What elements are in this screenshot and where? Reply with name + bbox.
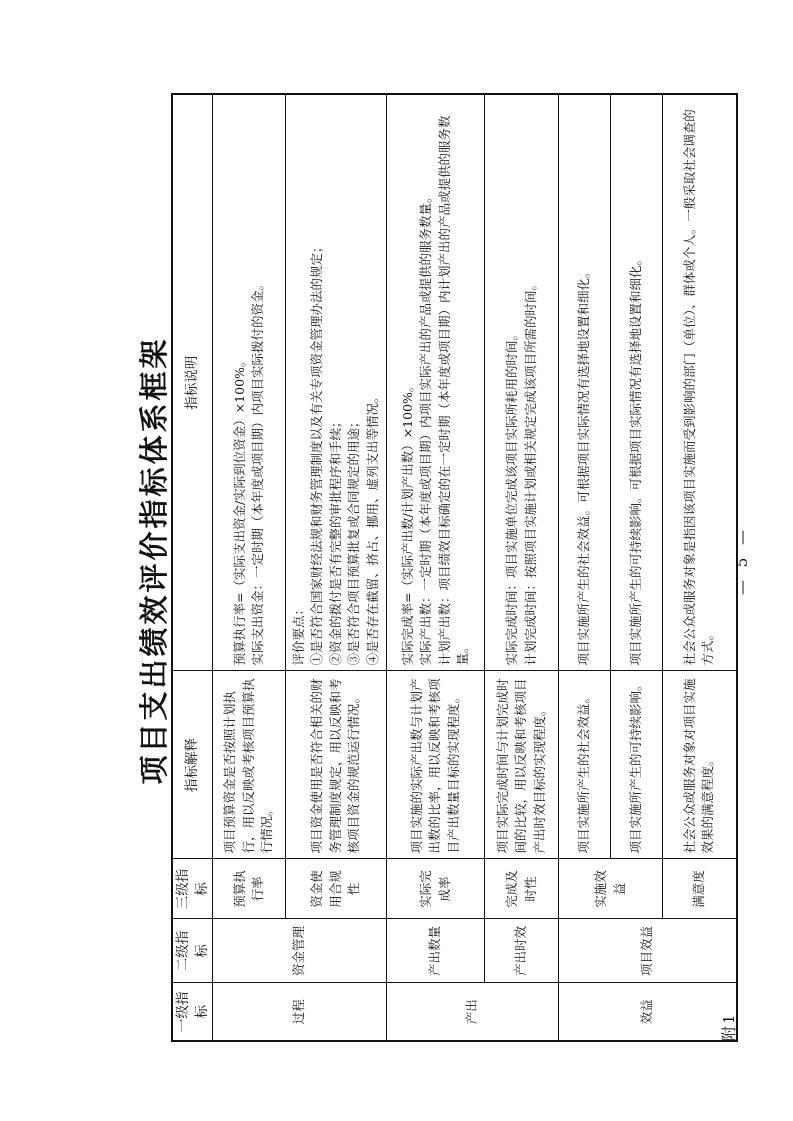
- description-satisfaction: [663, 94, 737, 671]
- description-line: ④是否存在截留、挤占、挪用、虚列支出等情况。: [364, 390, 380, 666]
- description-line: 项目实施所产生的社会效益。可根据项目实际情况有选择地设置和细化。: [576, 265, 592, 666]
- level1-process: 过程: [213, 983, 387, 1041]
- description-line: 预算执行率=（实际支出资金/实际到位资金）×100%。: [231, 354, 247, 666]
- description-sustainable: [611, 94, 663, 671]
- page-number: — 5 —: [733, 525, 751, 596]
- explanation-sustainable: 项目实施所产生的可持续影响。: [611, 671, 663, 859]
- table-row: [213, 94, 286, 1041]
- table-row: [663, 94, 737, 1041]
- description-line: 项目实施所产生的可持续影响。可根据项目实际情况有选择地设置和细化。: [628, 252, 644, 666]
- level2-project-benefit: 项目效益: [559, 919, 737, 983]
- description-line: ③是否符合项目预算批复或合同规定的用途；: [346, 415, 362, 666]
- indicator-table: [171, 93, 738, 1042]
- description-compliance: [286, 94, 387, 671]
- header-level3: 三级指标: [172, 859, 213, 919]
- level2-funds-management: 资金管理: [213, 919, 387, 983]
- description-line: 实际完成率=（实际产出数/计划产出数）×100%。: [399, 379, 415, 666]
- description-timeliness: [485, 94, 559, 671]
- header-level2: 二级指标: [172, 919, 213, 983]
- level2-output-quantity: 产出数量: [387, 919, 485, 983]
- explanation-budget: 项目预算资金是否按照计划执行，用以反映或考核项目预算执行情况。: [213, 671, 286, 859]
- description-completion: [387, 94, 485, 671]
- level3-impl-benefit: 实施效益: [559, 859, 663, 919]
- level3-completion: 实际完成率: [387, 859, 485, 919]
- header-level1: 一级指标: [172, 983, 213, 1041]
- level1-output: 产出: [387, 983, 559, 1041]
- description-line: 计划产出数：项目绩效目标确定的在一定时期（本年度或项目期）内计划产出的产品或提供的服务数量。: [436, 115, 470, 666]
- table-header-row: [172, 94, 213, 1041]
- description-budget: [213, 94, 286, 671]
- description-line: 实际完成时间：项目实施单位完成该项目实际所耗用的时间。: [504, 327, 519, 666]
- explanation-social: 项目实施所产生的社会效益。: [559, 671, 611, 859]
- description-line: 实际支出资金：一定时期（本年度或项目期）内项目实际拨付的资金。: [250, 277, 265, 666]
- description-social: [559, 94, 611, 671]
- description-line: 计划完成时间：按照项目实施计划或相关规定完成该项目所需的时间。: [522, 277, 538, 666]
- explanation-compliance: 项目资金使用是否符合相关的财务管理制度规定，用以反映和考核项目资金的规范运行情况。: [286, 671, 387, 859]
- explanation-satisfaction: 社会公众或服务对象对项目实施效果的满意程度。: [663, 671, 737, 859]
- level3-satisfaction: 满意度: [663, 859, 737, 919]
- level2-output-timeliness: 产出时效: [485, 919, 559, 983]
- description-line: 评价要点：: [290, 602, 306, 666]
- description-line: 社会公众或服务对象是指因该项目实施而受到影响的部门（单位）、群体或个人。一般采取社会调查的方式。: [681, 109, 716, 666]
- description-line: ①是否符合国家财经法规和财务管理制度以及有关专项资金管理办法的规定；: [309, 240, 325, 666]
- table-row: [387, 94, 485, 1041]
- level3-compliance: 资金使用合规性: [286, 859, 387, 919]
- table-row: [286, 94, 387, 1041]
- level3-budget: 预算执行率: [213, 859, 286, 919]
- description-line: ②资金的拨付是否有完整的审批程序和手续；: [327, 415, 343, 666]
- table-row: [559, 94, 611, 1041]
- header-explanation: 指标解释: [172, 671, 213, 859]
- attachment-label: 附1: [720, 1012, 738, 1041]
- explanation-completion: 项目实施的实际产出数与计划产出数的比率，用以反映和考核项目产出数量目标的实现程度。: [387, 671, 485, 859]
- explanation-timeliness: 项目实际完成时间与计划完成时间的比较，用以反映和考核项目产出时效目标的实现程度。: [485, 671, 559, 859]
- level3-timeliness: 完成及时性: [485, 859, 559, 919]
- description-line: 实际产出数：一定时期（本年度或项目期）内项目实际产出的产品或提供的服务数量。: [418, 190, 433, 666]
- header-description: 指标说明: [172, 94, 213, 671]
- page-title: 项目支出绩效评价指标体系框架: [137, 336, 171, 785]
- table-row: [485, 94, 559, 1041]
- level1-benefit: 效益: [559, 983, 737, 1041]
